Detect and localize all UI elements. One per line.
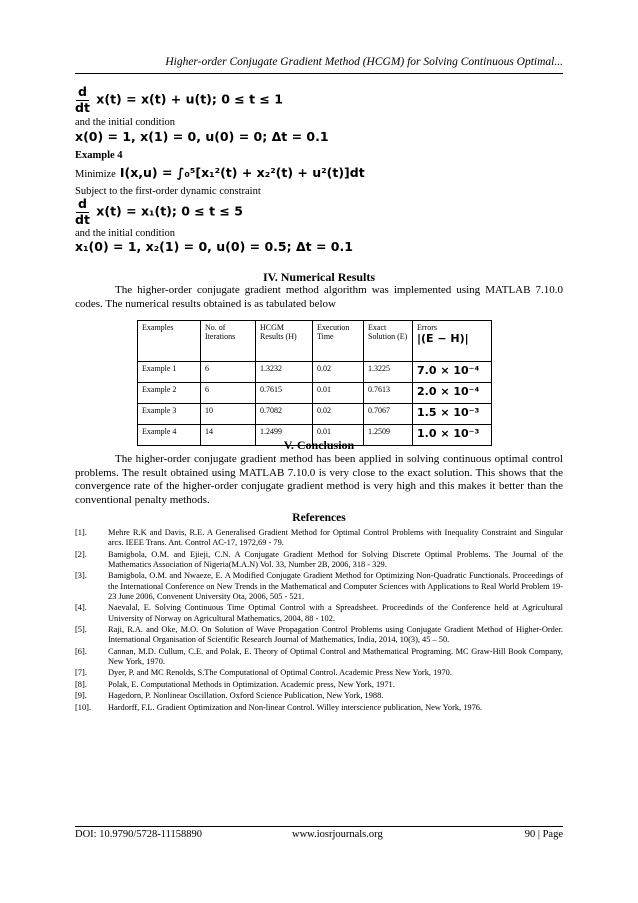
cell-exact: 0.7613: [364, 383, 413, 404]
running-header: Higher-order Conjugate Gradient Method (HCGM) for Solving Continuous Optimal...: [165, 56, 563, 68]
header-examples: Examples: [138, 321, 201, 362]
errors-formula: |(E − H)|: [417, 332, 469, 345]
reference-number: [6].: [75, 646, 87, 656]
reference-number: [9].: [75, 691, 87, 701]
footer-doi: DOI: 10.9790/5728-11158890: [75, 829, 202, 840]
cell-error: 1.5 × 10⁻³: [413, 404, 492, 425]
cell-example: Example 1: [138, 362, 201, 383]
section-heading-conclusion: V. Conclusion: [283, 438, 355, 452]
reference-item: [75, 647, 563, 667]
subject-to-text: Subject to the first-order dynamic constraint: [75, 186, 261, 197]
cell-error: 7.0 × 10⁻⁴: [413, 362, 492, 383]
reference-text: Dyer, P. and MC Renolds, S.The Computational of Optimal Control. Academic Press New York, 1970.: [108, 668, 452, 678]
cell-exact: 1.2509: [364, 425, 413, 446]
equation-rhs: x(t) = x(t) + u(t); 0 ≤ t ≤ 1: [96, 91, 283, 107]
reference-item: [75, 528, 563, 548]
section-heading-numerical-results: IV. Numerical Results: [262, 270, 376, 284]
reference-text: Naevalal, E. Solving Continuous Time Optimal Control with a Spreadsheet. Proceedinds of the Conference held at Agricultural University of Norway on Agricultural Mathematics, 2004, 88 - 102.: [108, 603, 563, 623]
reference-item: [75, 603, 563, 623]
cell-example: Example 2: [138, 383, 201, 404]
reference-text: Hardorff, F.L. Gradient Optimization and Non-linear Control. Willey interscience publication, New York, 1976.: [108, 702, 483, 712]
cell-hcgm: 0.7082: [256, 404, 313, 425]
frac-numerator: d: [77, 84, 87, 99]
footer-page-number: 90 | Page: [524, 829, 563, 840]
table-header-row: [138, 321, 492, 362]
equation-dynamics-top: [75, 86, 283, 114]
reference-number: [10].: [75, 702, 92, 712]
header-exact: Exact Solution (E): [364, 321, 413, 362]
table-row: [138, 404, 492, 425]
reference-number: [3].: [75, 571, 87, 581]
cell-hcgm: 1.3232: [256, 362, 313, 383]
minimize-word: Minimize: [75, 169, 116, 180]
cell-exact: 0.7067: [364, 404, 413, 425]
section-5-text: The higher-order conjugate gradient method has been applied in solving continuous optimal control problems. The result obtained using MATLAB 7.10.0 is very close to the exact solution. This shows that the convergence rate of the higher-order conjugate gradient method is very high and this makes it better than the conventional penalty methods.: [75, 453, 563, 506]
header-iterations: No. of Iterations: [201, 321, 256, 362]
reference-item: [75, 550, 563, 570]
header-hcgm: HCGM Results (H): [256, 321, 313, 362]
reference-text: Cannan, M.D. Cullum, C.E. and Polak, E. Theory of Optimal Control and Mathematical Programing. MC Graw-Hill Book Company, New York, 1970.: [108, 646, 563, 666]
reference-text: Bamigbola, O.M. and Ejieji, C.N. A Conjugate Gradient Method for Solving Discrete Optimal Problems. The Journal of the Mathematics Association of Nigeria(M.A.N) Vol. 33, Number 2B, 2006, 318 - 329.: [108, 549, 563, 569]
references-list: [75, 528, 563, 714]
cell-time: 0.01: [313, 425, 364, 446]
header-errors: [413, 321, 492, 362]
reference-number: [2].: [75, 549, 87, 559]
frac-numerator: d: [77, 196, 87, 211]
cell-error: 1.0 × 10⁻³: [413, 425, 492, 446]
table-row: [138, 383, 492, 404]
reference-item: [75, 680, 563, 690]
derivative-fraction: [75, 86, 90, 114]
footer-rule: [75, 826, 563, 827]
constraint-rhs: x(t) = x₁(t); 0 ≤ t ≤ 5: [96, 203, 243, 219]
objective-functional: I(x,u) = ∫₀⁵[x₁²(t) + x₂²(t) + u²(t)]dt: [119, 165, 365, 180]
cell-hcgm: 1.2499: [256, 425, 313, 446]
cell-hcgm: 0.7615: [256, 383, 313, 404]
frac-denominator: dt: [75, 211, 90, 227]
initial-condition-equation-1: x(0) = 1, x(1) = 0, u(0) = 0; Δt = 0.1: [75, 129, 329, 144]
errors-label: Errors: [417, 323, 437, 332]
reference-text: Bamigbola, O.M. and Nwaeze, E. A Modified Conjugate Gradient Method for Optimizing Non-Quadratic Functionals. Proceedings of the International Conference on New Trends in the Mathematical and Computer Sciences with Applications to Real World Problem 19-23 June 2006, Convenent University Ota, 2006, 505 - 521.: [108, 571, 563, 601]
reference-number: [1].: [75, 528, 87, 537]
section-4-paragraph: [75, 284, 563, 311]
frac-denominator: dt: [75, 99, 90, 115]
cell-iterations: 10: [201, 404, 256, 425]
cell-exact: 1.3225: [364, 362, 413, 383]
cell-iterations: 14: [201, 425, 256, 446]
cell-time: 0.02: [313, 404, 364, 425]
reference-item: [75, 668, 563, 678]
results-table: [137, 320, 492, 446]
reference-number: [4].: [75, 603, 87, 613]
cell-example: Example 4: [138, 425, 201, 446]
cell-time: 0.01: [313, 383, 364, 404]
minimize-line: [75, 164, 365, 182]
example-4-title: Example 4: [75, 150, 123, 161]
initial-condition-label-1: and the initial condition: [75, 117, 176, 128]
footer-website: www.iosrjournals.org: [292, 829, 383, 840]
table-row: [138, 362, 492, 383]
cell-time: 0.02: [313, 362, 364, 383]
reference-number: [7].: [75, 668, 87, 678]
cell-error: 2.0 × 10⁻⁴: [413, 383, 492, 404]
reference-item: [75, 625, 563, 645]
reference-text: Mehre R.K and Davis, R.E. A Generalised Gradient Method for Optimal Control Problems with Inequality Constraint and Singular arcs. IEEE Trans. Ant. Control AC-17, 1972,69 - 79.: [108, 528, 563, 548]
derivative-fraction: [75, 198, 90, 226]
reference-number: [5].: [75, 625, 87, 635]
section-4-text: The higher-order conjugate gradient method algorithm was implemented using MATLAB 7.10.0 codes. The numerical results obtained is as tabulated below: [75, 284, 563, 310]
header-time: Execution Time: [313, 321, 364, 362]
reference-item: [75, 691, 563, 701]
reference-text: Hagedorn, P. Nonlinear Oscillation. Oxford Science Publication, New York, 1988.: [108, 691, 384, 701]
cell-iterations: 6: [201, 362, 256, 383]
reference-number: [8].: [75, 679, 87, 689]
cell-example: Example 3: [138, 404, 201, 425]
reference-item: [75, 571, 563, 602]
reference-item: [75, 703, 563, 713]
header-rule: [75, 73, 563, 74]
section-5-paragraph: [75, 453, 563, 507]
initial-condition-equation-2: x₁(0) = 1, x₂(1) = 0, u(0) = 0.5; Δt = 0.1: [75, 239, 353, 254]
references-heading: References: [292, 512, 346, 524]
dynamic-constraint: [75, 198, 243, 226]
cell-iterations: 6: [201, 383, 256, 404]
reference-text: Polak, E. Computational Methods in Optimization. Academic press, New York, 1971.: [108, 679, 395, 689]
initial-condition-label-2: and the initial condition: [75, 228, 176, 239]
reference-text: Raji, R.A. and Oke, M.O. On Solution of Wave Propagation Control Problems using Conjugate Gradient Method of Higher-Order. International Organisation of Scientific Research Journal of Mathematics, India, 2014, 10(3), 45 – 50.: [108, 625, 563, 645]
